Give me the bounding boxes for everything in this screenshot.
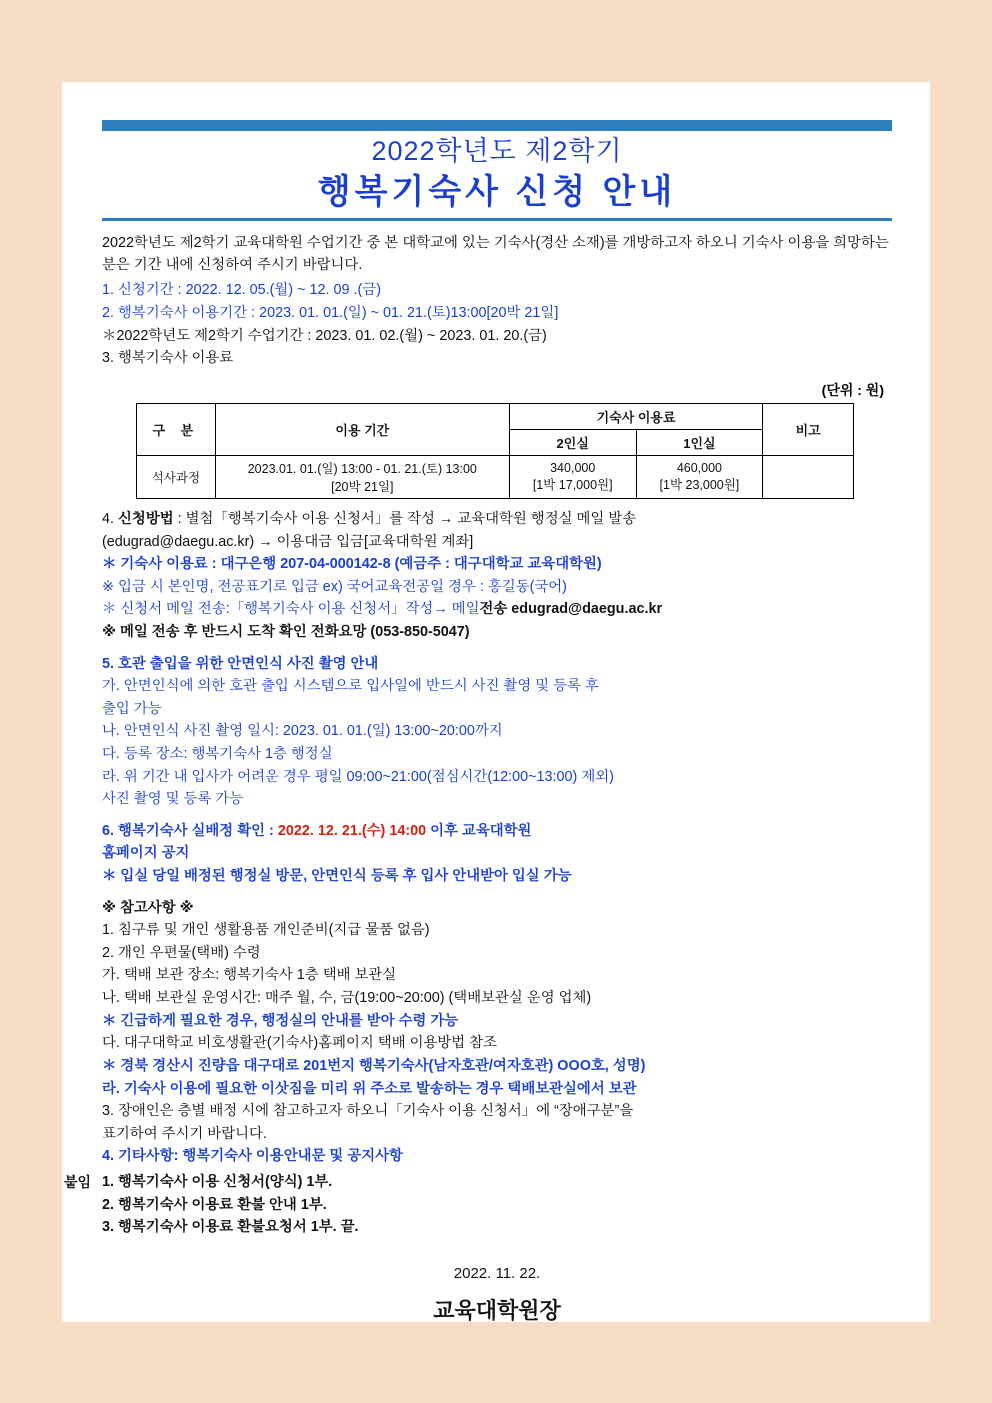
attachment-1: 1. 행복기숙사 이용 신청서(양식) 1부. xyxy=(102,1173,333,1190)
cell-fee-double-amount: 340,000 xyxy=(550,460,596,475)
item-5-c: 다. 등록 장소: 행복기숙사 1층 행정실 xyxy=(102,746,333,762)
cell-period-line1: 2023.01. 01.(일) 13:00 - 01. 21.(토) 13:00 xyxy=(247,461,477,476)
item-4-title: 신청방법 xyxy=(118,510,174,527)
item-4-mail-send-line xyxy=(102,599,892,621)
intro-paragraph: 2022학년도 제2학기 교육대학원 수업기간 중 본 대학교에 있는 기숙사(경산 소재)를 개방하고자 하오니 기숙사 이용을 희망하는 분은 기간 내에 신청하여 주시기 바랍니다. xyxy=(102,235,889,273)
item-5-d-line1: 라. 위 기간 내 입사가 어려운 경우 평일 09:00~21:00(점심시간(12:00~13:00) 제외) xyxy=(102,768,614,785)
fee-table xyxy=(136,403,854,499)
document-body xyxy=(64,120,892,1325)
item-4-body: : 별첨「행복기숙사 이용 신청서」를 작성 → 교육대학원 행정실 메일 발송 xyxy=(177,510,637,527)
table-header-row-1 xyxy=(137,403,854,429)
item-1-application-period: 1. 신청기간 : 2022. 12. 05.(월) ~ 12. 09 .(금) xyxy=(102,282,381,299)
table-header-fee-double: 2인실 xyxy=(509,429,636,455)
item-4-number: 4. xyxy=(102,510,115,527)
reference-title: ※ 참고사항 ※ xyxy=(102,899,194,916)
reference-item-2-c: 다. 대구대학교 비호생활관(기숙사)홈페이지 택배 이용방법 참조 xyxy=(102,1035,498,1052)
reference-item-4: 4. 기타사항: 행복기숙사 이용안내문 및 공지사항 xyxy=(102,1148,403,1165)
item-6-note: ＊ 입실 당일 배정된 행정실 방문, 안면인식 등록 후 입사 안내받아 입실 가능 xyxy=(102,868,572,885)
reference-item-3-line2: 표기하여 주시기 바랍니다. xyxy=(102,1125,267,1142)
table-header-fee-single: 1인실 xyxy=(636,429,763,455)
header-top-rule xyxy=(102,120,892,131)
item-5-d-line2: 사진 촬영 및 등록 가능 xyxy=(102,791,244,808)
item-6-prefix: 6. 행복기숙사 실배정 확인 : xyxy=(102,822,278,839)
item-6-line2: 홈페이지 공지 xyxy=(102,845,190,862)
item-4-phone-note: ※ 메일 전송 후 반드시 도착 확인 전화요망 (053-850-5047) xyxy=(102,623,470,640)
reference-item-2: 2. 개인 우편물(택배) 수령 xyxy=(102,944,261,961)
cell-gubun-master: 석사과정 xyxy=(137,455,216,498)
cell-period xyxy=(215,455,509,498)
cell-fee-single xyxy=(636,455,763,498)
item-4-block xyxy=(102,509,892,644)
item-6-line1 xyxy=(102,821,892,843)
item-6-block xyxy=(102,821,892,888)
item-4-line1 xyxy=(102,509,892,531)
item-4-line2-email: (edugrad@daegu.ac.kr) → 이용대금 입금[교육대학원 계좌] xyxy=(102,533,474,550)
item-5-block xyxy=(102,654,892,811)
item-4-mail-send-text: ＊ 신청서 메일 전송:「행복기숙사 이용 신청서」작성→ 메일 xyxy=(102,601,480,618)
item-4-deposit-note: ※ 입금 시 본인명, 전공표기로 입금 ex) 국어교육전공일 경우 : 홍길동(국어) xyxy=(102,578,567,595)
title-block xyxy=(102,135,892,213)
item-3-fee-heading: 3. 행복기숙사 이용료 xyxy=(102,350,234,367)
document-title-line1: 2022학년도 제2학기 xyxy=(371,136,623,166)
item-5-b: 나. 안면인식 사진 촬영 일시: 2023. 01. 01.(일) 13:00~20:00까지 xyxy=(102,723,503,740)
cell-fee-single-amount: 460,000 xyxy=(676,460,722,475)
table-header-gubun: 구 분 xyxy=(137,403,216,455)
attachment-2: 2. 행복기숙사 이용료 환불 안내 1부. xyxy=(102,1196,327,1213)
item-4-bank-line: ＊ 기숙사 이용료 : 대구은행 207-04-000142-8 (예금주 : 대구대학교 교육대학원) xyxy=(102,556,602,573)
item-5-a-line2: 출입 가능 xyxy=(102,700,162,717)
item-6-datetime: 2022. 12. 21.(수) 14:00 xyxy=(277,822,427,839)
attachments-label: 붙임 xyxy=(64,1173,92,1190)
attachment-3: 3. 행복기숙사 이용료 환불요청서 1부. 끝. xyxy=(102,1219,359,1236)
item-2-note-class-period: ＊2022학년도 제2학기 수업기간 : 2023. 01. 02.(월) ~ 2023. 01. 20.(금) xyxy=(102,327,547,344)
reference-block xyxy=(102,898,892,1168)
table-unit-label: (단위 : 원) xyxy=(821,381,884,398)
item-4-mail-address: 전송 edugrad@daegu.ac.kr xyxy=(479,601,663,618)
attachments-block xyxy=(64,1172,892,1239)
cell-fee-single-daily: [1박 23,000원] xyxy=(659,477,740,492)
header-bottom-rule xyxy=(102,218,892,221)
reference-item-2-a: 가. 택배 보관 장소: 행복기숙사 1층 택배 보관실 xyxy=(102,967,397,984)
document-signer: 교육대학원장 xyxy=(433,1297,561,1323)
table-row xyxy=(137,455,854,498)
reference-item-1: 1. 침구류 및 개인 생활용품 개인준비(지급 물품 없음) xyxy=(102,922,430,939)
reference-item-3-line1: 3. 장애인은 층별 배정 시에 참고하고자 하오니「기숙사 이용 신청서」에 “장애구분”을 xyxy=(102,1103,634,1120)
reference-item-2-b: 나. 택배 보관실 운영시간: 매주 월, 수, 금(19:00~20:00) (택배보관실 운영 업체) xyxy=(102,990,592,1007)
table-header-period: 이용 기간 xyxy=(215,403,509,455)
reference-item-2-b-note: ＊ 긴급하게 필요한 경우, 행정실의 안내를 받아 수령 가능 xyxy=(102,1012,459,1029)
reference-item-2-c-note: ＊ 경북 경산시 진량읍 대구대로 201번지 행복기숙사(남자호관/여자호관) OOO호, 성명) xyxy=(102,1057,646,1074)
document-date: 2022. 11. 22. xyxy=(453,1264,541,1282)
cell-fee-double-daily: [1박 17,000원] xyxy=(532,477,613,492)
table-header-note: 비고 xyxy=(763,403,854,455)
item-2-stay-period: 2. 행복기숙사 이용기간 : 2023. 01. 01.(일) ~ 01. 21.(토)13:00[20박 21일] xyxy=(102,305,559,322)
cell-fee-double xyxy=(509,455,636,498)
item-5-title: 5. 호관 출입을 위한 안면인식 사진 촬영 안내 xyxy=(102,655,379,672)
item-6-suffix: 이후 교육대학원 xyxy=(426,822,532,839)
item-5-a-line1: 가. 안면인식에 의한 호관 출입 시스템으로 입사일에 반드시 사진 촬영 및 등록 후 xyxy=(102,678,599,695)
cell-note xyxy=(763,455,854,498)
document-title-line2: 행복기숙사 신청 안내 xyxy=(317,172,677,211)
document-page xyxy=(62,82,930,1322)
table-header-fee-group: 기숙사 이용료 xyxy=(509,403,762,429)
reference-item-2-d: 라. 기숙사 이용에 필요한 이삿짐을 미리 위 주소로 발송하는 경우 택배보관실에서 보관 xyxy=(102,1080,637,1097)
cell-period-line2: [20박 21일] xyxy=(331,479,394,494)
